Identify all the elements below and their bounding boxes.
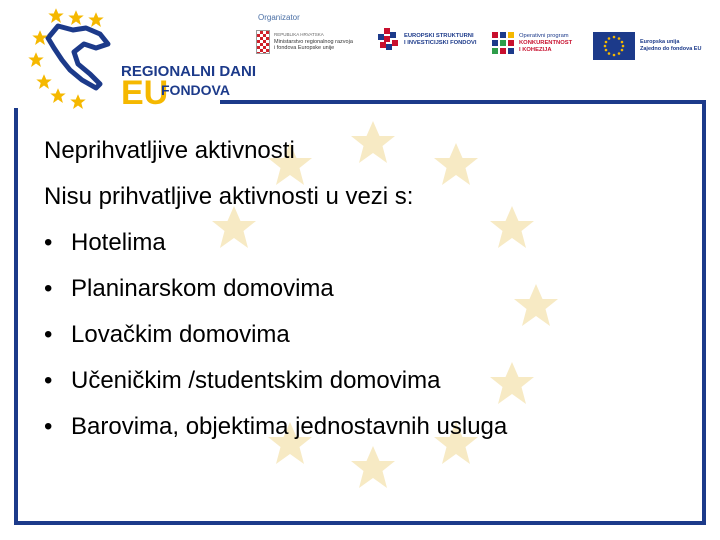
- list-item: [44, 274, 507, 320]
- bullet-icon: •: [44, 321, 53, 348]
- esif-mosaic-icon: [376, 28, 400, 52]
- list-item: [44, 228, 507, 274]
- bullet-icon: •: [44, 367, 53, 394]
- croatia-map-stars-icon: [18, 8, 128, 118]
- bullet-icon: •: [44, 413, 53, 440]
- ministry-logo: [256, 30, 353, 54]
- logo-title: REGIONALNI DANI: [121, 63, 256, 80]
- list-item: [44, 412, 507, 458]
- opkk-grid-icon: [492, 32, 514, 54]
- opkk-line2: KONKURENTNOST: [519, 39, 573, 46]
- organizer-label: Organizator: [258, 13, 300, 22]
- ministry-line1: REPUBLIKA HRVATSKA: [274, 32, 324, 38]
- list-item: [44, 320, 507, 366]
- slide-title: Neprihvatljive aktivnosti: [44, 137, 295, 164]
- ministry-line2: Ministarstvo regionalnog razvoja: [274, 38, 353, 45]
- bullet-icon: •: [44, 229, 53, 256]
- esif-line1: EUROPSKI STRUKTURNI: [404, 33, 474, 39]
- eu-logo: [593, 32, 701, 60]
- slide-intro: Nisu prihvatljive aktivnosti u vezi s:: [44, 183, 414, 210]
- esif-logo: [376, 28, 476, 52]
- list-item-text: Planinarskom domovima: [71, 275, 334, 302]
- eu-flag-icon: [593, 32, 635, 60]
- esif-line2: I INVESTICIJSKI FONDOVI: [404, 40, 477, 46]
- list-item-text: Lovačkim domovima: [71, 321, 290, 348]
- logo-eu: EU: [121, 74, 169, 112]
- opkk-logo: [492, 32, 572, 54]
- list-item: [44, 366, 507, 412]
- list-item-text: Hotelima: [71, 229, 166, 256]
- list-item-text: Učeničkim /studentskim domovima: [71, 367, 441, 394]
- bullet-icon: •: [44, 275, 53, 302]
- ministry-line3: i fondova Europske unije: [274, 45, 335, 52]
- eu-line2: Zajedno do fondova EU: [640, 46, 702, 52]
- slide-content: [44, 136, 507, 458]
- opkk-line1: Operativni program: [519, 32, 569, 39]
- event-logo: [18, 8, 256, 118]
- list-item-text: Barovima, objektima jednostavnih usluga: [71, 413, 508, 440]
- opkk-line3: I KOHEZIJA: [519, 46, 552, 53]
- eu-line1: Europska unija: [640, 39, 680, 45]
- croatian-coat-of-arms-icon: [256, 30, 270, 54]
- logo-subtitle: FONDOVA: [161, 82, 230, 98]
